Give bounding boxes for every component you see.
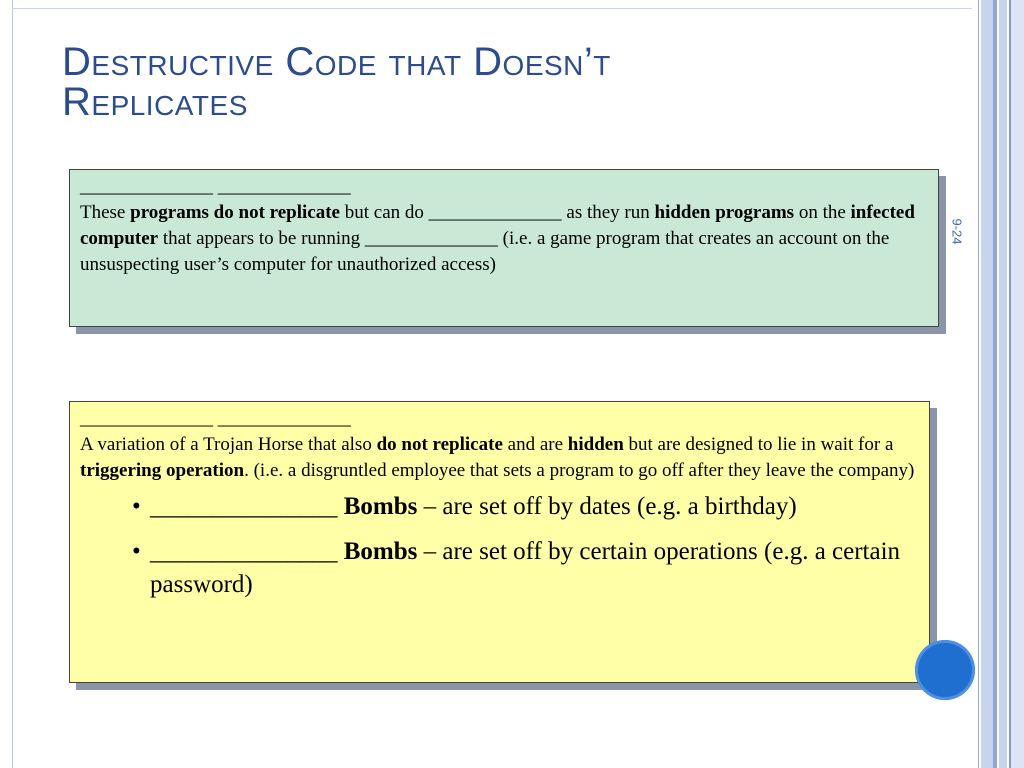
- box2-bold-3: triggering operation: [80, 460, 245, 481]
- box1-bold-2: hidden programs: [654, 202, 795, 223]
- decorative-stripes: [978, 0, 1024, 768]
- stripe: [981, 0, 993, 768]
- bullet-text: – are set off by dates (e.g. a birthday): [417, 493, 797, 520]
- logic-bomb-box: [69, 401, 930, 683]
- box1-text-4: that appears to be running ______________ (i.e. a game program that creates an account on the unsuspecting user’s computer for unauthorized access): [80, 228, 890, 275]
- frame-left-line: [12, 0, 13, 768]
- box2-text-4: . (i.e. a disgruntled employee that sets a program to go off after they leave the company): [244, 460, 915, 481]
- box2-blank-heading: ______________ ______________: [80, 408, 351, 429]
- box1-text-1: These: [80, 202, 131, 223]
- box2-description: [80, 432, 919, 484]
- frame-top-line: [12, 8, 972, 9]
- box2-text-1: A variation of a Trojan Horse that also: [80, 434, 377, 455]
- bullet-text: – are set off by certain operations (e.g. a certain password): [150, 538, 901, 598]
- bullet-icon: •: [132, 493, 141, 520]
- bullet-blank: _______________: [150, 493, 338, 520]
- decorative-circle: [915, 640, 975, 700]
- stripe: [978, 0, 979, 768]
- bomb-types-list: [80, 490, 919, 601]
- box2-text-3: but are designed to lie in wait for a: [623, 434, 894, 455]
- stripe: [1011, 0, 1024, 768]
- slide-number-text: 9-24: [949, 218, 965, 245]
- stripe: [993, 0, 997, 768]
- title-line-2: Replicates: [62, 80, 248, 124]
- box1-text-3: on the: [794, 202, 851, 223]
- title-line-1: Destructive Code that Doesn’t: [62, 40, 611, 84]
- box2-bold-1: do not replicate: [376, 434, 503, 455]
- box1-description: [80, 200, 928, 278]
- box1-bold-3: infected computer: [80, 202, 915, 249]
- bullet-icon: •: [132, 538, 141, 565]
- box1-blank-heading: ______________ ______________: [80, 176, 351, 197]
- bullet-bold: Bombs: [343, 493, 418, 520]
- stripe: [999, 0, 1007, 768]
- trojan-horse-box: [69, 169, 939, 327]
- box2-bold-2: hidden: [567, 434, 624, 455]
- list-item: [132, 535, 919, 601]
- slide-title: [62, 42, 942, 122]
- slide-number: [950, 212, 970, 252]
- list-item: [132, 490, 919, 523]
- bullet-bold: Bombs: [343, 538, 418, 565]
- box1-bold-1: programs do not replicate: [130, 202, 340, 223]
- bullet-blank: _______________: [150, 538, 338, 565]
- box1-text-2: but can do ______________ as they run: [340, 202, 655, 223]
- box2-text-2: and are: [502, 434, 568, 455]
